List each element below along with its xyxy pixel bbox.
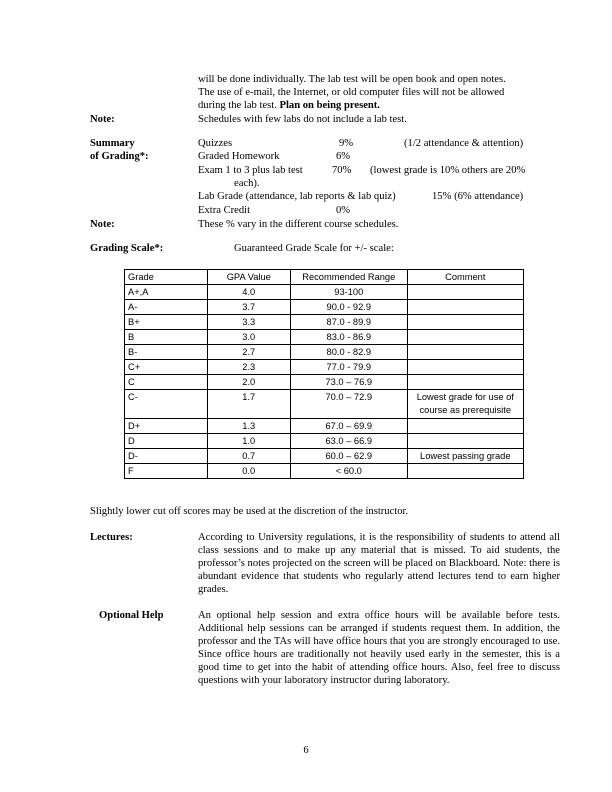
gpa-cell: 2.7 [207, 345, 290, 360]
table-row [125, 345, 524, 360]
grade-scale-table [124, 269, 524, 479]
range-cell: 60.0 – 62.9 [291, 449, 408, 464]
range-cell: 87.0 - 89.9 [291, 315, 408, 330]
gpa-cell: 1.7 [207, 390, 290, 419]
gpa-cell: 2.0 [207, 375, 290, 390]
gpa-cell: 1.0 [207, 434, 290, 449]
comment-cell: Lowest passing grade [407, 449, 523, 464]
grade-cell: C- [125, 390, 208, 419]
table-row [125, 330, 524, 345]
summary-value-lab: 15% (6% attendance) [432, 191, 524, 202]
summary-item-homework: Graded Homework [198, 151, 280, 162]
comment-cell: Lowest grade for use of course as prerequisite [407, 390, 523, 419]
summary-label-2: of Grading*: [90, 151, 149, 162]
range-cell: 77.0 - 79.9 [291, 360, 408, 375]
table-row [125, 464, 524, 479]
table-row [125, 390, 524, 419]
gpa-cell: 0.0 [207, 464, 290, 479]
grading-scale-label: Grading Scale*: [90, 243, 164, 254]
grade-cell: D+ [125, 419, 208, 434]
intro-line-3 [198, 99, 560, 112]
comment-cell [407, 315, 523, 330]
range-cell: < 60.0 [291, 464, 408, 479]
gpa-cell: 0.7 [207, 449, 290, 464]
gpa-cell: 1.3 [207, 419, 290, 434]
cutoff-note: Slightly lower cut off scores may be used at the discretion of the instructor. [90, 506, 409, 517]
note-label-2: Note: [90, 219, 115, 230]
summary-value-exams: 70% [332, 165, 352, 176]
grade-cell: C [125, 375, 208, 390]
comment-cell [407, 360, 523, 375]
grade-cell: C+ [125, 360, 208, 375]
header-comment: Comment [407, 270, 523, 285]
range-cell: 63.0 – 66.9 [291, 434, 408, 449]
range-cell: 93-100 [291, 285, 408, 300]
gpa-cell: 3.3 [207, 315, 290, 330]
optional-help-text: An optional help session and extra office hours will be available before tests. Additional help sessions can be arranged if students request them. In addition, the professor and the TAs will have office hours that you are strongly encouraged to use. Since office hours are traditionally not heavily used early in the semester, this is a good time to get into the habit of attending office hours. Also, feel free to discuss questions with your laboratory instructor during laboratory. [198, 610, 560, 686]
grade-cell: B- [125, 345, 208, 360]
note-text-2: These % vary in the different course schedules. [198, 219, 399, 230]
range-cell: 90.0 - 92.9 [291, 300, 408, 315]
grade-cell: A+,A [125, 285, 208, 300]
range-cell: 80.0 - 82.9 [291, 345, 408, 360]
comment-cell [407, 434, 523, 449]
table-row [125, 300, 524, 315]
range-cell: 83.0 - 86.9 [291, 330, 408, 345]
note-text-1: Schedules with few labs do not include a lab test. [198, 114, 407, 125]
comment-cell [407, 345, 523, 360]
grade-cell: D [125, 434, 208, 449]
table-row [125, 449, 524, 464]
table-row [125, 375, 524, 390]
comment-cell [407, 285, 523, 300]
grade-cell: F [125, 464, 208, 479]
table-row [125, 360, 524, 375]
range-cell: 70.0 – 72.9 [291, 390, 408, 419]
comment-cell [407, 464, 523, 479]
gpa-cell: 3.7 [207, 300, 290, 315]
grade-cell: B+ [125, 315, 208, 330]
comment-cell [407, 300, 523, 315]
comment-cell [407, 375, 523, 390]
table-row [125, 315, 524, 330]
lectures-text: According to University regulations, it is the responsibility of students to attend all class sessions and to make up any material that is missed. To aid students, the professor’s notes projected on the screen will be placed on Blackboard. Note: there is abundant evidence that students who regularly attend lectures tend to earn higher grades. [198, 532, 560, 595]
grade-cell: A- [125, 300, 208, 315]
summary-label-1: Summary [90, 138, 135, 149]
summary-value-homework: 6% [336, 151, 351, 162]
summary-item-exams: Exam 1 to 3 plus lab test [198, 165, 303, 176]
comment-cell [407, 330, 523, 345]
gpa-cell: 3.0 [207, 330, 290, 345]
note-label-1: Note: [90, 114, 115, 125]
header-grade: Grade [125, 270, 208, 285]
header-range: Recommended Range [291, 270, 408, 285]
range-cell: 73.0 – 76.9 [291, 375, 408, 390]
lectures-label: Lectures: [90, 532, 133, 543]
comment-cell [407, 419, 523, 434]
table-row [125, 434, 524, 449]
intro-line-3-text: during the lab test. [198, 100, 280, 111]
table-row [125, 285, 524, 300]
summary-item-lab: Lab Grade (attendance, lab reports & lab quiz) [198, 191, 396, 202]
header-gpa: GPA Value [207, 270, 290, 285]
range-cell: 67.0 – 69.9 [291, 419, 408, 434]
summary-item-quizzes: Quizzes [198, 138, 233, 149]
gpa-cell: 2.3 [207, 360, 290, 375]
summary-extra-exams: (lowest grade is 10% others are 20% [370, 165, 526, 176]
summary-item-extra-credit: Extra Credit [198, 205, 251, 216]
summary-value-extra-credit: 0% [336, 205, 351, 216]
grade-cell: B [125, 330, 208, 345]
table-header-row [125, 270, 524, 285]
grade-cell: D- [125, 449, 208, 464]
gpa-cell: 4.0 [207, 285, 290, 300]
summary-value-quizzes: 9% [339, 138, 354, 149]
summary-extra-quizzes: (1/2 attendance & attention) [404, 138, 524, 149]
summary-extra-exams-cont: each). [234, 178, 260, 189]
page-number: 6 [303, 745, 309, 756]
optional-help-label: Optional Help [99, 610, 164, 621]
intro-line-1: will be done individually. The lab test will be open book and open notes. [198, 74, 506, 85]
table-row [125, 419, 524, 434]
plan-present-text: Plan on being present. [279, 100, 380, 111]
grading-scale-caption: Guaranteed Grade Scale for +/- scale: [234, 243, 394, 254]
intro-line-2: The use of e-mail, the Internet, or old computer files will not be allowed [198, 87, 505, 98]
